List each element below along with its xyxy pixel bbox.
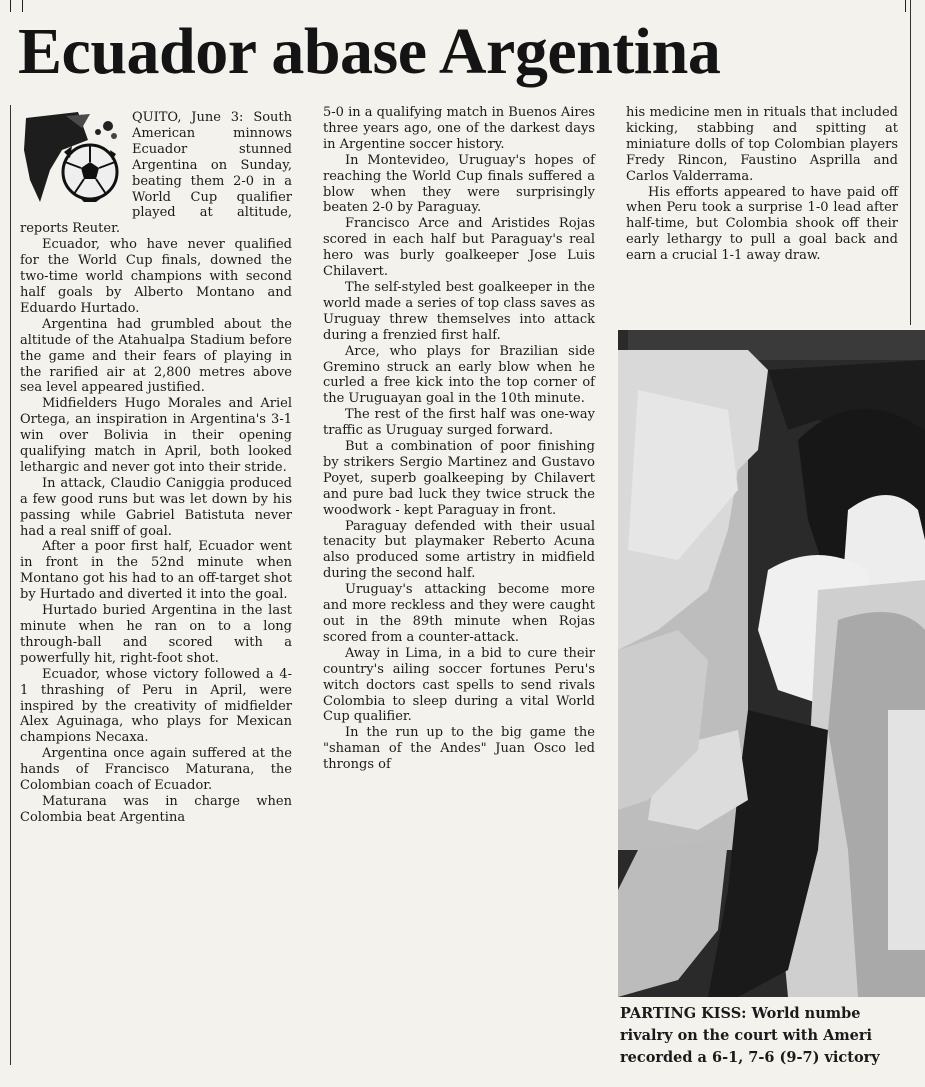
article-paragraph: Midfielders Hugo Morales and Ariel Ortega, an inspiration in Argentina's 3-1 win over Bolivia in their opening qualifying match in April, both looked lethargic and never got into their stride. bbox=[20, 396, 292, 475]
column-rule-left bbox=[10, 105, 11, 1065]
article-paragraph: Arce, who plays for Brazilian side Gremino struck an early blow when he curled a free kick into the top corner of the Uruguayan goal in the 10th minute. bbox=[323, 343, 595, 407]
article-column-3 bbox=[626, 105, 898, 264]
article-paragraph: Ecuador, who have never qualified for the World Cup finals, downed the two-time world champions with second half goals by Alberto Montano and Eduardo Hurtado. bbox=[20, 237, 292, 316]
news-photo bbox=[618, 330, 925, 997]
article-paragraph: In Montevideo, Uruguay's hopes of reaching the World Cup finals suffered a blow when they were surprisingly beaten 2-0 by Paraguay. bbox=[323, 152, 595, 216]
article-paragraph: Hurtado buried Argentina in the last minute when he ran on to a long through-ball and scored with a powerfully hit, right-foot shot. bbox=[20, 603, 292, 666]
article-paragraph: Paraguay defended with their usual tenacity but playmaker Reberto Acuna also produced some artistry in midfield during the second half. bbox=[323, 518, 595, 582]
article-paragraph: Francisco Arce and Aristides Rojas scored in each half but Paraguay's real hero was burly goalkeeper Jose Luis Chilavert. bbox=[323, 216, 595, 280]
page-top-frame bbox=[0, 0, 925, 12]
column-rule-right bbox=[910, 0, 911, 325]
article-paragraph: After a poor first half, Ecuador went in front in the 52nd minute when Montano got his had to an off-target shot by Hurtado and diverted it into the goal. bbox=[20, 539, 292, 603]
article-paragraph: Away in Lima, in a bid to cure their country's ailing soccer fortunes Peru's witch doctors cast spells to send rivals Colombia to sleep during a vital World Cup qualifier. bbox=[323, 645, 595, 725]
article-paragraph: 5-0 in a qualifying match in Buenos Aires three years ago, one of the darkest days in Argentine soccer history. bbox=[323, 105, 596, 152]
headline: Ecuador abase Argentina bbox=[18, 15, 721, 88]
article-paragraph: The rest of the first half was one-way traffic as Uruguay surged forward. bbox=[323, 407, 595, 439]
article-paragraph: Argentina had grumbled about the altitude of the Atahualpa Stadium before the game and their fears of playing in the rarified air at 2,800 metres above sea level appeared justified. bbox=[20, 316, 292, 396]
photo-caption bbox=[620, 1003, 925, 1069]
article-paragraph: Uruguay's attacking become more and more reckless and they were caught out in the 89th minute when Rojas scored from a counter-attack. bbox=[323, 582, 595, 645]
article-paragraph: In the run up to the big game the "shaman of the Andes" Juan Osco led throngs of bbox=[323, 725, 595, 773]
caption-text: rivalry on the court with Ameri bbox=[620, 1027, 873, 1044]
caption-text: World numbe bbox=[746, 1005, 861, 1022]
article-paragraph: Ecuador, whose victory followed a 4-1 thrashing of Peru in April, were inspired by the creativity of midfielder Alex Aguinaga, who plays for Mexican champions Necaxa. bbox=[20, 666, 292, 746]
article-column-1 bbox=[20, 110, 292, 826]
frame-line bbox=[905, 0, 906, 12]
article-paragraph: But a combination of poor finishing by strikers Sergio Martinez and Gustavo Poyet, superb goalkeeping by Chilavert and pure bad luck they twice struck the woodwork - kept Paraguay in front. bbox=[323, 439, 595, 518]
frame-line bbox=[22, 0, 23, 12]
caption-text: recorded a 6-1, 7-6 (9-7) victory bbox=[620, 1049, 880, 1066]
article-paragraph: In attack, Claudio Caniggia produced a few good runs but was let down by his passing while Gabriel Batistuta never had a real sniff of goal. bbox=[20, 475, 292, 539]
article-paragraph: his medicine men in rituals that included kicking, stabbing and spitting at miniature dolls of top Colombian players Fredy Rincon, Faustino Asprilla and Carlos Valderrama. bbox=[626, 105, 898, 184]
article-paragraph: The self-styled best goalkeeper in the world made a series of top class saves as Uruguay threw themselves into attack during a frenzied first half. bbox=[323, 279, 595, 343]
article-column-2 bbox=[323, 105, 595, 773]
article-paragraph: His efforts appeared to have paid off when Peru took a surprise 1-0 lead after half-time, but Colombia shook off their early lethargy to pull a goal back and earn a crucial 1-1 away draw. bbox=[626, 184, 898, 264]
article-paragraph: South American minnows Ecuador stunned Argentina on Sunday, beating them 2-0 in a World Cup qualifier played at altitude, reports Reuter. bbox=[20, 110, 293, 237]
article-paragraph: Maturana was in charge when Colombia beat Argentina bbox=[20, 793, 292, 825]
frame-line bbox=[10, 0, 11, 12]
dateline: QUITO, June 3: bbox=[132, 110, 244, 125]
soccer-ball-logo-icon bbox=[20, 110, 120, 206]
article-paragraph: Argentina once again suffered at the hands of Francisco Maturana, the Colombian coach of Ecuador. bbox=[20, 746, 292, 794]
caption-label: PARTING KISS: bbox=[620, 1005, 747, 1022]
